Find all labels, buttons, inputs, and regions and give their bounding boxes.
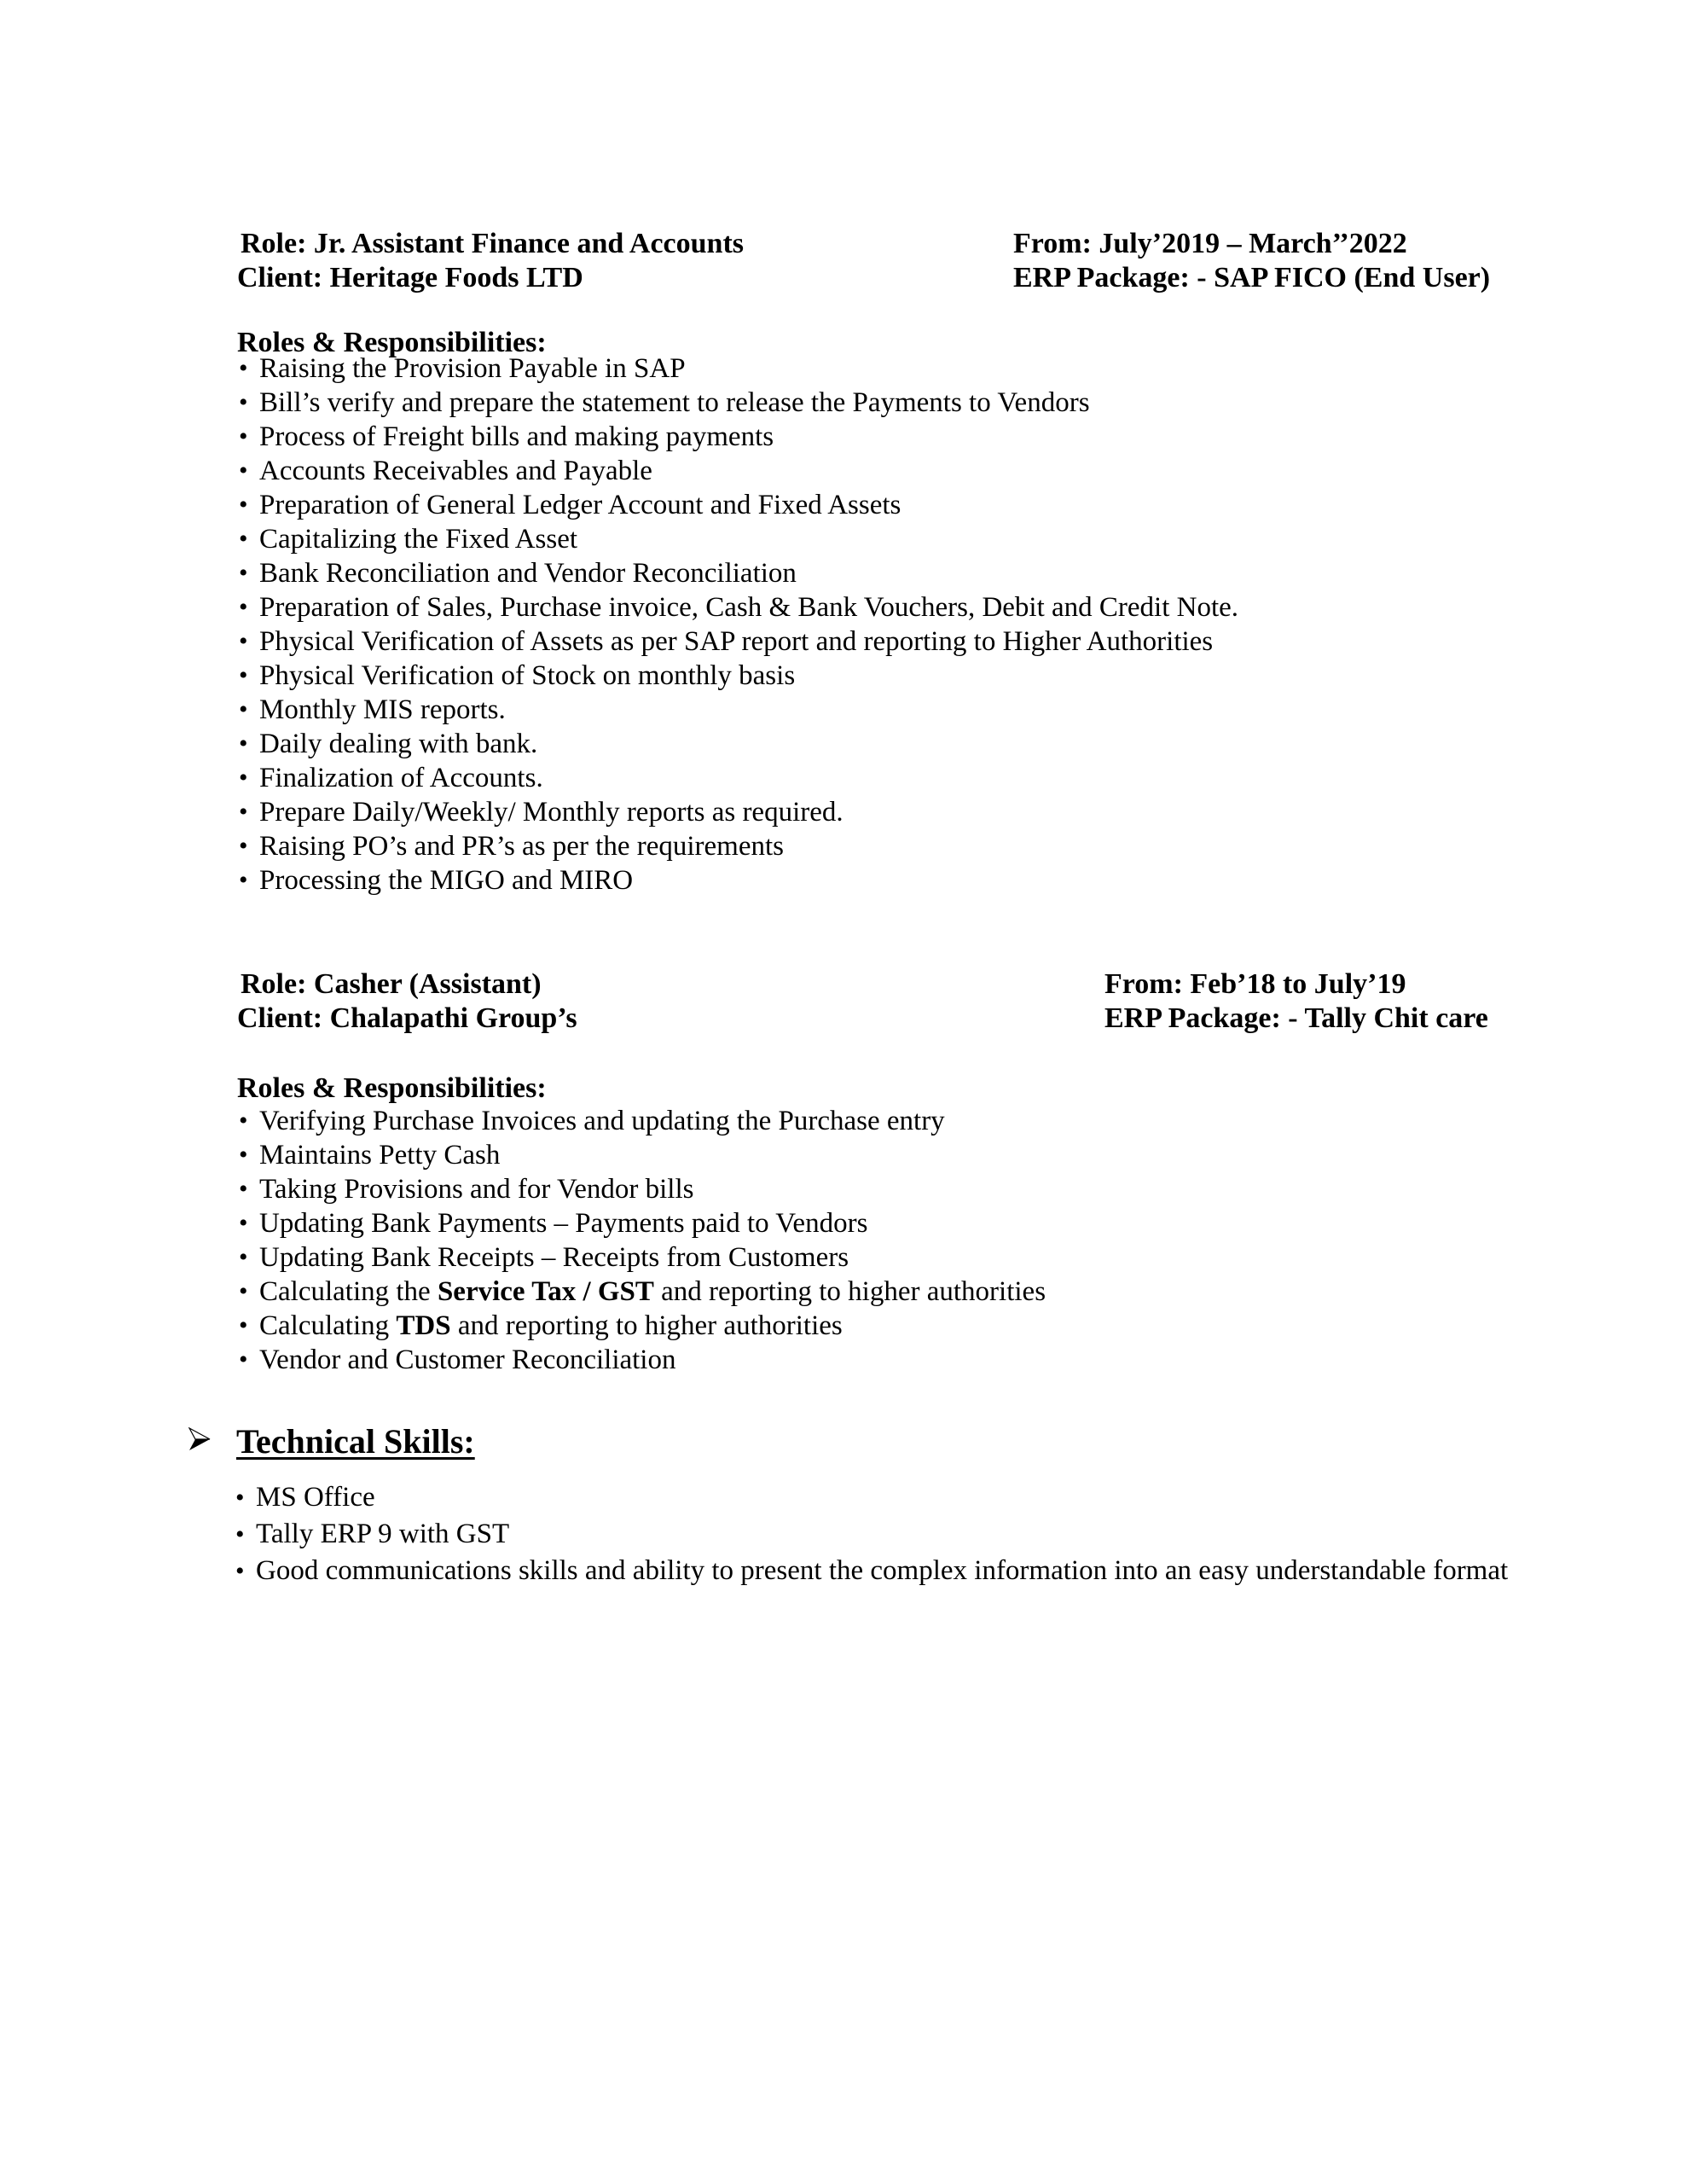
list-item: • Processing the MIGO and MIRO <box>239 865 634 896</box>
list-item: • Maintains Petty Cash <box>239 1140 501 1170</box>
bullet-icon: • <box>235 1520 245 1548</box>
list-item: • Taking Provisions and for Vendor bills <box>239 1174 694 1205</box>
responsibilities-heading: Roles & Responsibilities: <box>237 1072 547 1104</box>
list-item: • Raising PO’s and PR’s as per the requirements <box>239 831 785 862</box>
role-title: Role: Jr. Assistant Finance and Accounts <box>241 228 745 259</box>
list-item: • Prepare Daily/Weekly/ Monthly reports as required. <box>239 797 844 828</box>
list-item: • Vendor and Customer Reconciliation <box>239 1345 676 1375</box>
emphasis: TDS <box>396 1310 451 1341</box>
bullet-icon: • <box>239 1311 248 1339</box>
responsibilities-heading: Roles & Responsibilities: <box>237 327 547 358</box>
bullet-icon: • <box>239 525 248 553</box>
bullet-icon: • <box>239 1209 248 1237</box>
bullet-icon: • <box>239 627 248 655</box>
client-name: Client: Chalapathi Group’s <box>237 1002 577 1034</box>
list-item: • Accounts Receivables and Payable <box>239 456 652 486</box>
responsibilities-list <box>239 1104 1046 1377</box>
bullet-icon: • <box>239 832 248 860</box>
bullet-icon: • <box>239 661 248 689</box>
bullet-icon: • <box>239 1175 248 1203</box>
erp-package: ERP Package: - Tally Chit care <box>1104 1002 1488 1034</box>
list-item: • Bank Reconciliation and Vendor Reconciliation <box>239 558 797 589</box>
list-item: • Preparation of Sales, Purchase invoice, Cash & Bank Vouchers, Debit and Credit Note. <box>239 592 1239 623</box>
bullet-icon: • <box>235 1557 245 1585</box>
list-item: • Verifying Purchase Invoices and updating the Purchase entry <box>239 1106 945 1136</box>
bullet-icon: • <box>239 1141 248 1169</box>
arrow-bullet-icon <box>188 1427 211 1451</box>
bullet-icon: • <box>239 729 248 758</box>
erp-package: ERP Package: - SAP FICO (End User) <box>1013 262 1491 293</box>
role-title: Role: Casher (Assistant) <box>241 968 542 1000</box>
list-item: • MS Office <box>235 1479 1535 1516</box>
list-item: • Preparation of General Ledger Account and Fixed Assets <box>239 490 901 520</box>
technical-skills-heading: Technical Skills: <box>236 1422 475 1461</box>
bullet-icon: • <box>239 1277 248 1305</box>
list-item: • Calculating TDS and reporting to higher authorities <box>239 1310 843 1341</box>
bullet-icon: • <box>239 422 248 450</box>
employment-period: From: July’2019 – March’’2022 <box>1013 228 1407 259</box>
client-name: Client: Heritage Foods LTD <box>237 262 583 293</box>
bullet-icon: • <box>239 764 248 792</box>
bullet-icon: • <box>235 1484 245 1512</box>
list-item: • Daily dealing with bank. <box>239 729 538 759</box>
list-item: • Bill’s verify and prepare the statement to release the Payments to Vendors <box>239 387 1090 418</box>
bullet-icon: • <box>239 1243 248 1271</box>
skills-list <box>235 1479 1535 1589</box>
list-item: • Calculating the Service Tax / GST and reporting to higher authorities <box>239 1276 1046 1307</box>
bullet-icon: • <box>239 798 248 826</box>
employment-period: From: Feb’18 to July’19 <box>1104 968 1406 1000</box>
list-item: • Physical Verification of Assets as per SAP report and reporting to Higher Authorities <box>239 626 1214 657</box>
bullet-icon: • <box>239 1345 248 1374</box>
bullet-icon: • <box>239 593 248 621</box>
bullet-icon: • <box>239 354 248 382</box>
list-item: • Monthly MIS reports. <box>239 694 506 725</box>
emphasis: Service Tax / GST <box>437 1276 654 1307</box>
bullet-icon: • <box>239 456 248 485</box>
bullet-icon: • <box>239 388 248 416</box>
bullet-icon: • <box>239 1107 248 1135</box>
list-item: • Updating Bank Payments – Payments paid to Vendors <box>239 1208 868 1239</box>
bullet-icon: • <box>239 559 248 587</box>
list-item: • Capitalizing the Fixed Asset <box>239 524 578 555</box>
responsibilities-list <box>239 351 1238 897</box>
list-item: • Physical Verification of Stock on monthly basis <box>239 660 796 691</box>
list-item: • Good communications skills and ability to present the complex information into an easy understandable format <box>235 1553 1535 1589</box>
bullet-icon: • <box>239 866 248 894</box>
bullet-icon: • <box>239 491 248 519</box>
list-item: • Raising the Provision Payable in SAP <box>239 353 686 384</box>
bullet-icon: • <box>239 695 248 723</box>
list-item: • Updating Bank Receipts – Receipts from Customers <box>239 1242 849 1273</box>
list-item: • Process of Freight bills and making payments <box>239 421 774 452</box>
list-item: • Finalization of Accounts. <box>239 763 543 793</box>
list-item: • Tally ERP 9 with GST <box>235 1516 1535 1553</box>
